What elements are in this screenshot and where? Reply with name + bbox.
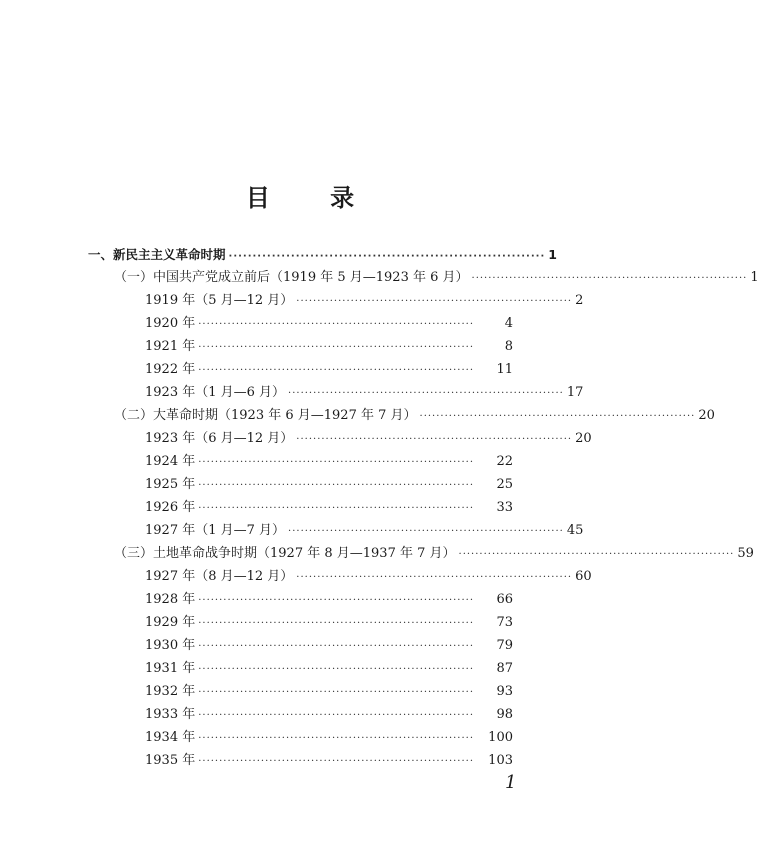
dot-leader: ·································································· (458, 549, 735, 560)
toc-entry-page: 103 (488, 753, 513, 768)
toc-entry-year[interactable] (145, 474, 513, 496)
toc-entry-page: 98 (496, 707, 513, 722)
toc-entry-year[interactable] (145, 336, 513, 358)
toc-entry-label: 1919 年（5 月—12 月） (145, 293, 294, 308)
toc-entry-year[interactable] (145, 359, 513, 381)
toc-entry-label: 1924 年 (145, 454, 196, 469)
dot-leader: ·································································· (288, 526, 564, 537)
toc-entry-label: 1923 年（1 月—6 月） (145, 385, 286, 400)
toc-entry-year[interactable] (145, 635, 513, 657)
toc-entry-year[interactable] (145, 681, 513, 703)
toc-entry-page: 66 (496, 592, 513, 607)
toc-entry-section-2[interactable] (114, 405, 715, 427)
dot-leader: ·································································· (198, 664, 475, 675)
toc-entry-year[interactable] (145, 727, 513, 749)
toc-entry-page: 20 (575, 431, 592, 446)
toc-entry-label: 一、新民主主义革命时期 (88, 247, 226, 262)
dot-leader: ·································································· (198, 342, 475, 353)
toc-entry-label: 1931 年 (145, 661, 196, 676)
dot-leader: ·································································· (296, 296, 573, 307)
toc-entry-part-1[interactable] (88, 244, 557, 266)
toc-entry-label: 1926 年 (145, 500, 196, 515)
toc-entry-page: 87 (496, 661, 513, 676)
dot-leader: ·································································· (198, 710, 475, 721)
dot-leader: ·································································· (288, 388, 564, 399)
toc-entry-page: 100 (488, 730, 513, 745)
toc-entry-label: （二）大革命时期（1923 年 6 月—1927 年 7 月） (114, 408, 417, 423)
dot-leader: ·································································· (419, 411, 696, 422)
toc-entry-page: 8 (504, 339, 513, 354)
toc-entry-page: 93 (496, 684, 513, 699)
toc-entry-page: 33 (496, 500, 513, 515)
toc-entry-label: 1934 年 (145, 730, 196, 745)
toc-entry-year[interactable] (145, 750, 513, 772)
dot-leader: ·································································· (198, 641, 475, 652)
dot-leader: ·································································· (471, 273, 748, 284)
dot-leader: ·································································· (198, 687, 475, 698)
toc-entry-label: （三）土地革命战争时期（1927 年 8 月—1937 年 7 月） (114, 546, 456, 561)
toc-entry-section-1[interactable] (114, 267, 759, 289)
toc-entry-label: 1927 年（8 月—12 月） (145, 569, 294, 584)
dot-leader: ·································································· (198, 480, 475, 491)
toc-entry-year[interactable] (145, 704, 513, 726)
toc-entry-year[interactable] (145, 589, 513, 611)
toc-entry-page: 2 (575, 293, 584, 308)
dot-leader: ·································································· (198, 457, 475, 468)
toc-entry-label: 1922 年 (145, 362, 196, 377)
toc-entry-label: 1920 年 (145, 316, 196, 331)
toc-entry-page: 1 (548, 247, 557, 262)
dot-leader: ·································································· (296, 434, 573, 445)
toc-entry-page: 73 (496, 615, 513, 630)
toc-entry-page: 79 (496, 638, 513, 653)
toc-entry-page: 45 (566, 523, 584, 538)
toc-entry-year[interactable] (145, 566, 592, 588)
toc-entry-page: 1 (750, 270, 759, 285)
dot-leader: ·································································· (198, 733, 475, 744)
toc-entry-label: 1933 年 (145, 707, 196, 722)
dot-leader: ·································································· (198, 618, 475, 629)
toc-entry-label: （一）中国共产党成立前后（1919 年 5 月—1923 年 6 月） (114, 270, 469, 285)
toc-entry-page: 11 (496, 362, 513, 377)
toc-entry-section-3[interactable] (114, 543, 754, 565)
dot-leader: ·································································· (198, 503, 475, 514)
toc-entry-year[interactable] (145, 658, 513, 680)
toc-entry-page: 22 (496, 454, 513, 469)
dot-leader: ·································································· (228, 251, 546, 262)
page-number: 1 (505, 772, 517, 793)
toc-entry-page: 17 (566, 385, 584, 400)
toc-entry-year[interactable] (145, 451, 513, 473)
toc-entry-label: 1935 年 (145, 753, 196, 768)
toc-entry-year[interactable] (145, 382, 584, 404)
dot-leader: ·································································· (198, 365, 475, 376)
dot-leader: ·································································· (198, 595, 475, 606)
toc-entry-page: 4 (504, 316, 513, 331)
toc-entry-page: 60 (575, 569, 592, 584)
page-title: 目 录 (245, 184, 381, 212)
dot-leader: ·································································· (296, 572, 573, 583)
toc-entry-label: 1927 年（1 月—7 月） (145, 523, 286, 538)
toc-entry-year[interactable] (145, 497, 513, 519)
toc-entry-label: 1923 年（6 月—12 月） (145, 431, 294, 446)
toc-entry-label: 1928 年 (145, 592, 196, 607)
toc-entry-page: 59 (737, 546, 754, 561)
toc-entry-label: 1930 年 (145, 638, 196, 653)
dot-leader: ·································································· (198, 756, 475, 767)
toc-entry-year[interactable] (145, 612, 513, 634)
toc-entry-label: 1925 年 (145, 477, 196, 492)
toc-entry-year[interactable] (145, 428, 592, 450)
toc-entry-year[interactable] (145, 520, 584, 542)
toc-entry-page: 20 (698, 408, 715, 423)
toc-entry-label: 1932 年 (145, 684, 196, 699)
toc-entry-label: 1929 年 (145, 615, 196, 630)
toc-entry-year[interactable] (145, 313, 513, 335)
dot-leader: ·································································· (198, 319, 475, 330)
toc-entry-page: 25 (496, 477, 513, 492)
toc-entry-year[interactable] (145, 290, 584, 312)
toc-entry-label: 1921 年 (145, 339, 196, 354)
